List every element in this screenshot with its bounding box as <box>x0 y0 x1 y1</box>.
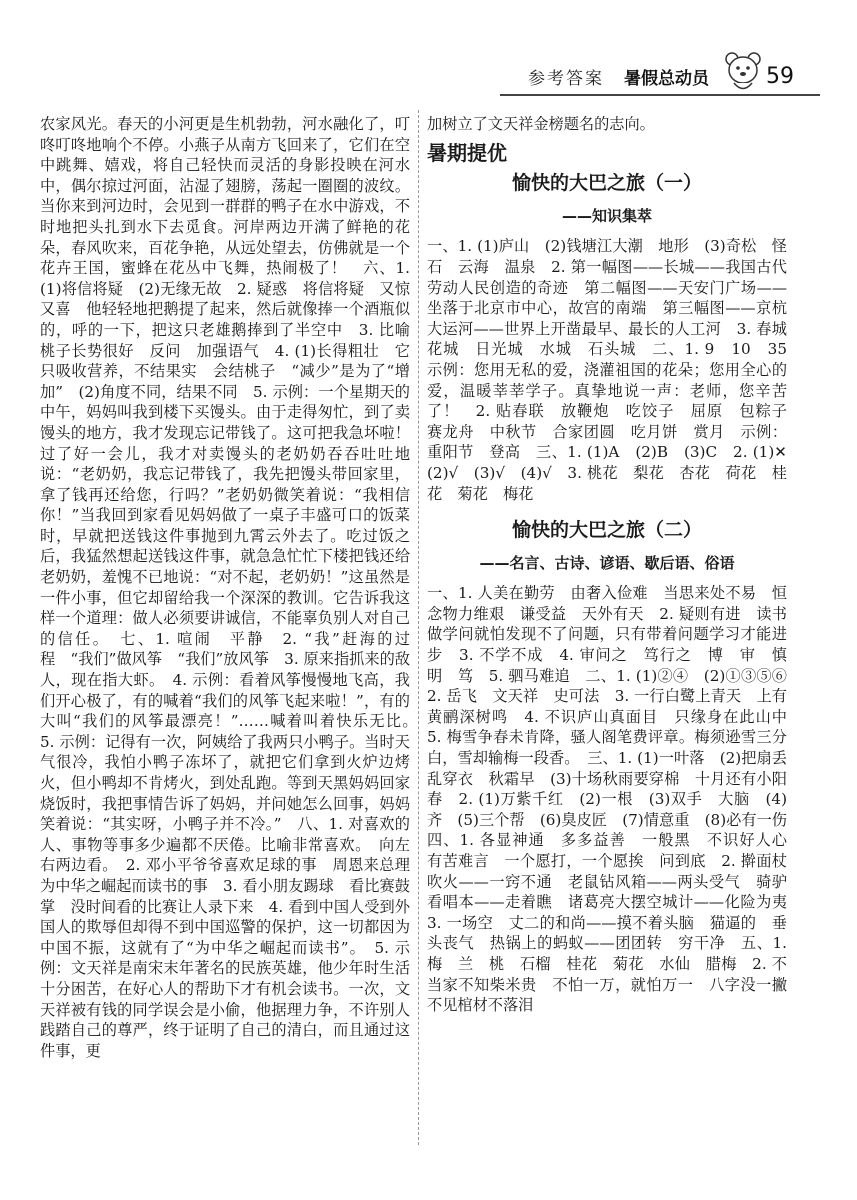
book-title: 暑假总动员 <box>624 69 709 89</box>
answer-label: 参考答案 <box>528 69 604 89</box>
column-divider <box>418 110 419 1145</box>
bear-mascot-icon <box>724 50 762 94</box>
left-column <box>40 114 426 1061</box>
page-header <box>0 58 857 104</box>
right-column <box>427 114 803 1016</box>
chapter1-text: 一、1. (1)庐山 (2)钱塘江大潮 地形 (3)奇松 怪石 云海 温泉 2. 第一幅图——长城——我国古代劳动人民创造的奇迹 第二幅图——天安门广场——坐落于北京市中心，故宫的南端 第三幅图——京杭大运河——世界上开凿最早、最长的人工河 3. 春城 花城 日光城 水城 石头城 二、1. 9 10 35 示例：您用无私的爱，浇灌祖国的花朵；您用全心的爱，温暖莘莘学子。真挚地说一声：老师，您辛苦了！ 2. 贴春联 放鞭炮 吃饺子 屈原 包粽子 赛龙舟 中秋节 合家团圆 吃月饼 赏月 示例：重阳节 登高 三、1. (1)A (2)B (3)C 2. (1)✕ (2)√ (3)√ (4)√ 3. 桃花 梨花 杏花 荷花 桂花 菊花 梅花 <box>427 237 803 503</box>
left-column-text: 农家风光。春天的小河更是生机勃勃，河水融化了，叮咚叮咚地响个不停。小燕子从南方飞回来了，它们在空中跳舞、嬉戏，将自己轻快而灵活的身影投映在河水中，偶尔掠过河面，沾湿了翅膀，荡起一圈圈的波纹。当你来到河边时，会见到一群群的鸭子在水中游戏，不时地把头扎到水下去觅食。河岸两边开满了鲜艳的花朵，春风吹来，百花争艳，从远处望去，仿佛就是一个花卉王国，蜜蜂在花丛中飞舞，热闹极了！ 六、1.(1)将信将疑 (2)无缘无故 2. 疑惑 将信将疑 又惊又喜 他轻轻地把鹅提了起来，然后就像捧一个酒瓶似的，呼的一下，把这只老雄鹅捧到了半空中 3. 比喻 桃子长势很好 反问 加强语气 4. (1)长得粗壮 它只吸收营养，不结果实 会结桃子 “减少”是为了“增加” (2)角度不同，结果不同 5. 示例：一个星期天的中午，妈妈叫我到楼下买馒头。由于走得匆忙，到了卖馒头的地方，我才发现忘记带钱了。这可把我急坏啦！过了好一会儿，我才对卖馒头的老奶奶吞吞吐吐地说：“老奶奶，我忘记带钱了，我先把馒头带回家里，拿了钱再还给您，行吗？”老奶奶微笑着说：“我相信你！”当我回到家看见妈妈做了一桌子丰盛可口的饭菜时，早就把送钱这件事抛到九霄云外去了。吃过饭之后，我猛然想起送钱这件事，就急急忙忙下楼把钱还给老奶奶，羞愧不已地说：“对不起，老奶奶！”这虽然是一件小事，但它却留给我一个深深的教训。它告诉我这样一个道理：做人必须要讲诚信，不能辜负别人对自己的信任。 七、1. 喧闹 平静 2. “我”赶海的过程 “我们”做风筝 “我们”放风筝 3. 原来指抓来的敌人，现在指大虾。 4. 示例：看着风筝慢慢地飞高，我们开心极了，有的喊着“我们的风筝飞起来啦！”，有的大叫“我们的风筝最漂亮！”……喊着叫着快乐无比。 5. 示例：记得有一次，阿姨给了我两只小鸭子。当时天气很冷，我怕小鸭子冻坏了，就把它们拿到火炉边烤火，但小鸭却不肯烤火，到处乱跑。等到天黑妈妈回家烧饭时，我把事情告诉了妈妈，并问她怎么回事，妈妈笑着说：“其实呀，小鸭子并不冷。” 八、1. 对喜欢的人、事物等事多少遍都不厌倦。比喻非常喜欢。 向左右两边看。 2. 邓小平爷爷喜欢足球的事 周恩来总理为中华之崛起而读书的事 3. 看小朋友踢球 看比赛鼓掌 没时间看的比赛让人录下来 4. 看到中国人受到外国人的欺辱但却得不到中国巡警的保护，这一切都因为中国不振，这就有了“为中华之崛起而读书”。 5. 示例：文天祥是南宋末年著名的民族英雄，他少年时生活十分困苦，在好心人的帮助下才有机会读书。一次，文天祥被有钱的同学误会是小偷，他据理力争，不许别人践踏自己的尊严，终于证明了自己的清白，而且通过这件事，更 <box>40 115 426 1060</box>
chapter1-title: 愉快的大巴之旅（一） <box>511 172 702 195</box>
chapter1-subtitle: ——知识集萃 <box>561 206 652 225</box>
chapter2-subtitle: ——名言、古诗、谚语、歇后语、俗语 <box>479 553 735 572</box>
chapter2-text: 一、1. 人美在勤劳 由奢入俭难 当思来处不易 恒念物力维艰 谦受益 天外有天 2. 疑则有进 读书做学问就怕发现不了问题，只有带着问题学习才能进步 3. 不学不成 4. 审问之 笃行之 博 审 慎 明 笃 5. 驷马难追 二、1. (1)②④ (2)①③⑤⑥ 2. 岳飞 文天祥 史可法 3. 一行白鹭上青天 上有黄鹂深树鸣 4. 不识庐山真面目 只缘身在此山中 5. 梅雪争春未肯降，骚人阁笔费评章。梅须逊雪三分白，雪却输梅一段香。 三、1. (1)一叶落 (2)把扇丢 乱穿衣 秋霜早 (3)十场秋雨要穿棉 十月还有小阳春 2. (1)万紫千红 (2)一根 (3)双手 大脑 (4)齐 (5)三个帮 (6)臭皮匠 (7)情意重 (8)必有一伤 四、1. 各显神通 多多益善 一般黑 不识好人心 有苦难言 一个愿打，一个愿挨 问到底 2. 擀面杖吹火——一窍不通 老鼠钻风箱——两头受气 骑驴看唱本——走着瞧 诸葛亮大摆空城计——化险为夷 3. 一场空 丈二的和尚——摸不着头脑 猫逼的 垂头丧气 热锅上的蚂蚁——团团转 穷干净 五、1. 梅 兰 桃 石榴 桂花 菊花 水仙 腊梅 2. 不当家不知柴米贵 不怕一万，就怕万一 八字没一撇 不见棺材不落泪 <box>427 584 803 1015</box>
right-intro-text: 加树立了文天祥金榜题名的志向。 <box>427 115 655 133</box>
chapter2-title: 愉快的大巴之旅（二） <box>511 519 702 542</box>
section-title: 暑期提优 <box>427 140 507 165</box>
page-number: 59 <box>766 64 794 89</box>
header-rule <box>500 94 820 96</box>
